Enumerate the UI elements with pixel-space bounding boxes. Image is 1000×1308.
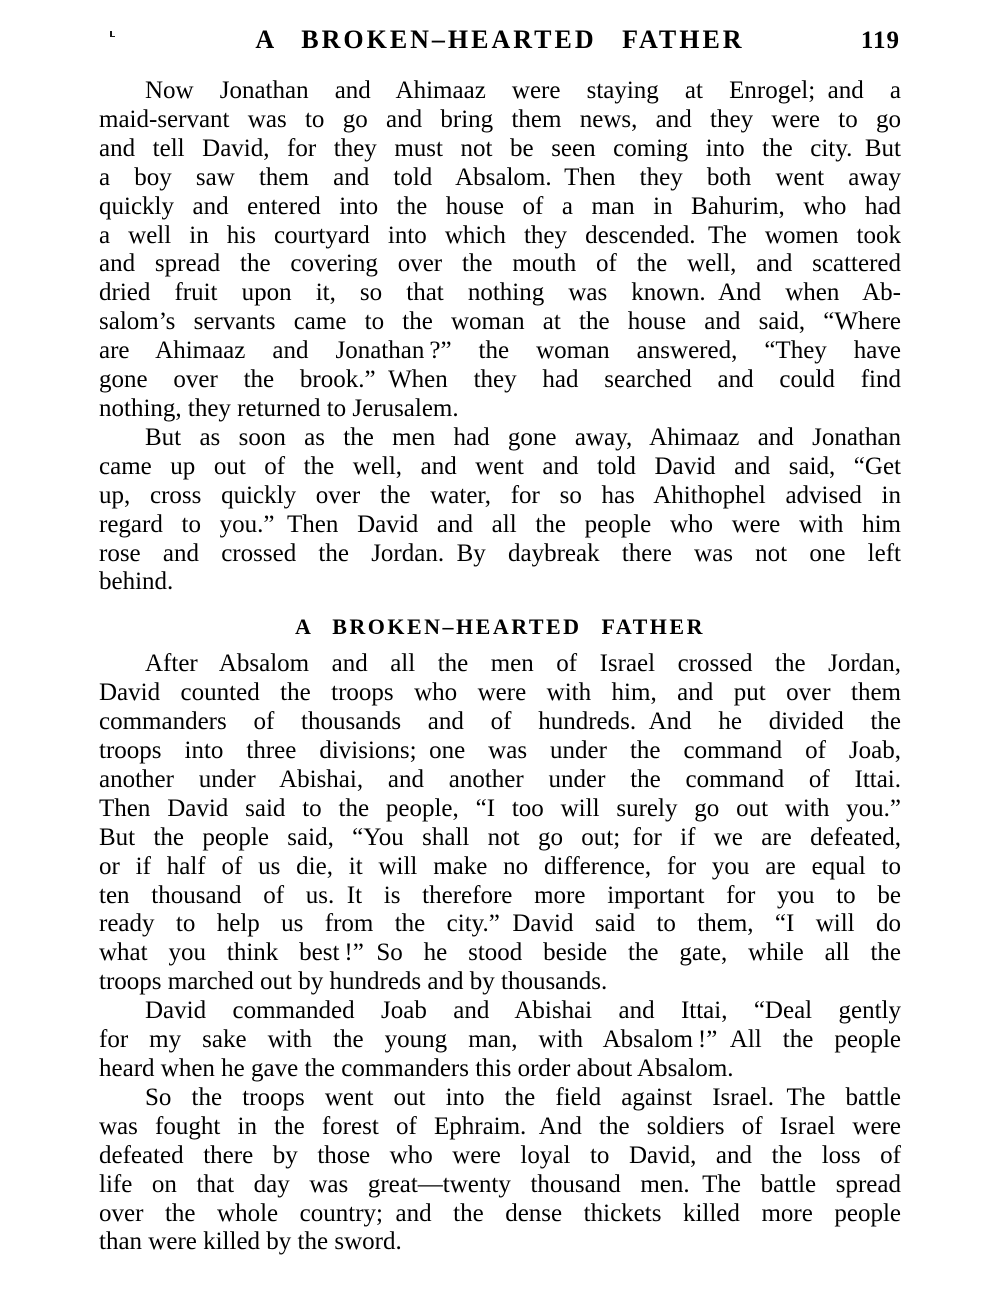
text-line: defeated there by those who were loyal to David, and the loss of [99, 1141, 901, 1169]
text-line: nothing, they returned to Jerusalem. [99, 394, 459, 422]
text-line: rose and crossed the Jordan. By daybreak there was not one left [99, 539, 901, 567]
text-line: gone over the brook.” When they had searched and could find [99, 366, 901, 394]
text-line: quickly and entered into the house of a man in Bahurim, who had [99, 192, 901, 220]
text-line: another under Abishai, and another under the command of Ittai. [99, 765, 901, 793]
text-line: or if half of us die, it will make no difference, for you are equal to [99, 852, 901, 880]
text-line: dried fruit upon it, so that nothing was known. And when Ab- [99, 279, 901, 307]
text-line: came up out of the well, and went and told David and said, “Get [99, 452, 901, 480]
text-line: So the troops went out into the field against Israel. The battle [145, 1083, 901, 1111]
text-line: maid-servant was to go and bring them news, and they were to go [99, 105, 901, 133]
text-line: troops marched out by hundreds and by thousands. [99, 968, 608, 996]
text-line: ready to help us from the city.” David said to them, “I will do [99, 910, 901, 938]
text-line: But the people said, “You shall not go out; for if we are defeated, [99, 823, 901, 851]
page-number: 119 [860, 27, 900, 54]
text-line: troops into three divisions; one was under the command of Joab, [99, 737, 901, 765]
paragraph [99, 77, 901, 424]
text-line: a boy saw them and told Absalom. Then they both went away [99, 163, 901, 191]
text-line: But as soon as the men had gone away, Ahimaaz and Jonathan [145, 423, 901, 451]
text-line: commanders of thousands and of hundreds. And he divided the [99, 708, 901, 736]
text-line: and spread the covering over the mouth of the well, and scattered [99, 250, 901, 278]
text-line: are Ahimaaz and Jonathan ?” the woman answered, “They have [99, 337, 901, 365]
paragraph [99, 1084, 901, 1257]
section-heading: A BROKEN–HEARTED FATHER [295, 614, 705, 640]
text-line: After Absalom and all the men of Israel crossed the Jordan, [145, 650, 901, 678]
text-line: over the whole country; and the dense thickets killed more people [99, 1199, 901, 1227]
text-line: than were killed by the sword. [99, 1228, 402, 1256]
text-line: a well in his courtyard into which they descended. The women took [99, 221, 901, 249]
running-header-title: A BROKEN–HEARTED FATHER [255, 25, 745, 54]
text-line: Now Jonathan and Ahimaaz were staying at Enrogel; and a [145, 77, 901, 104]
text-line: Then David said to the people, “I too will surely go out with you.” [99, 794, 901, 822]
text-line: salom’s servants came to the woman at the house and said, “Where [99, 308, 901, 336]
text-line: and tell David, for they must not be seen coming into the city. But [99, 134, 901, 162]
text-line: David counted the troops who were with him, and put over them [99, 679, 901, 707]
text-line: for my sake with the young man, with Absalom !” All the people [99, 1026, 901, 1054]
text-line: regard to you.” Then David and all the people who were with him [99, 510, 901, 538]
page-body [99, 77, 901, 1257]
text-line: behind. [99, 568, 174, 596]
text-line: ten thousand of us. It is therefore more important for you to be [99, 881, 901, 909]
text-line: life on that day was great—twenty thousand men. The battle spread [99, 1170, 901, 1198]
text-line: what you think best !” So he stood beside the gate, while all the [99, 939, 901, 967]
text-line: was fought in the forest of Ephraim. And the soldiers of Israel were [99, 1112, 901, 1140]
text-line: up, cross quickly over the water, for so has Ahithophel advised in [99, 481, 901, 509]
paragraph [99, 997, 901, 1084]
paragraph [99, 650, 901, 997]
text-line: David commanded Joab and Abishai and Ittai, “Deal gently [145, 997, 901, 1025]
paragraph [99, 424, 901, 597]
text-line: heard when he gave the commanders this order about Absalom. [99, 1055, 734, 1082]
